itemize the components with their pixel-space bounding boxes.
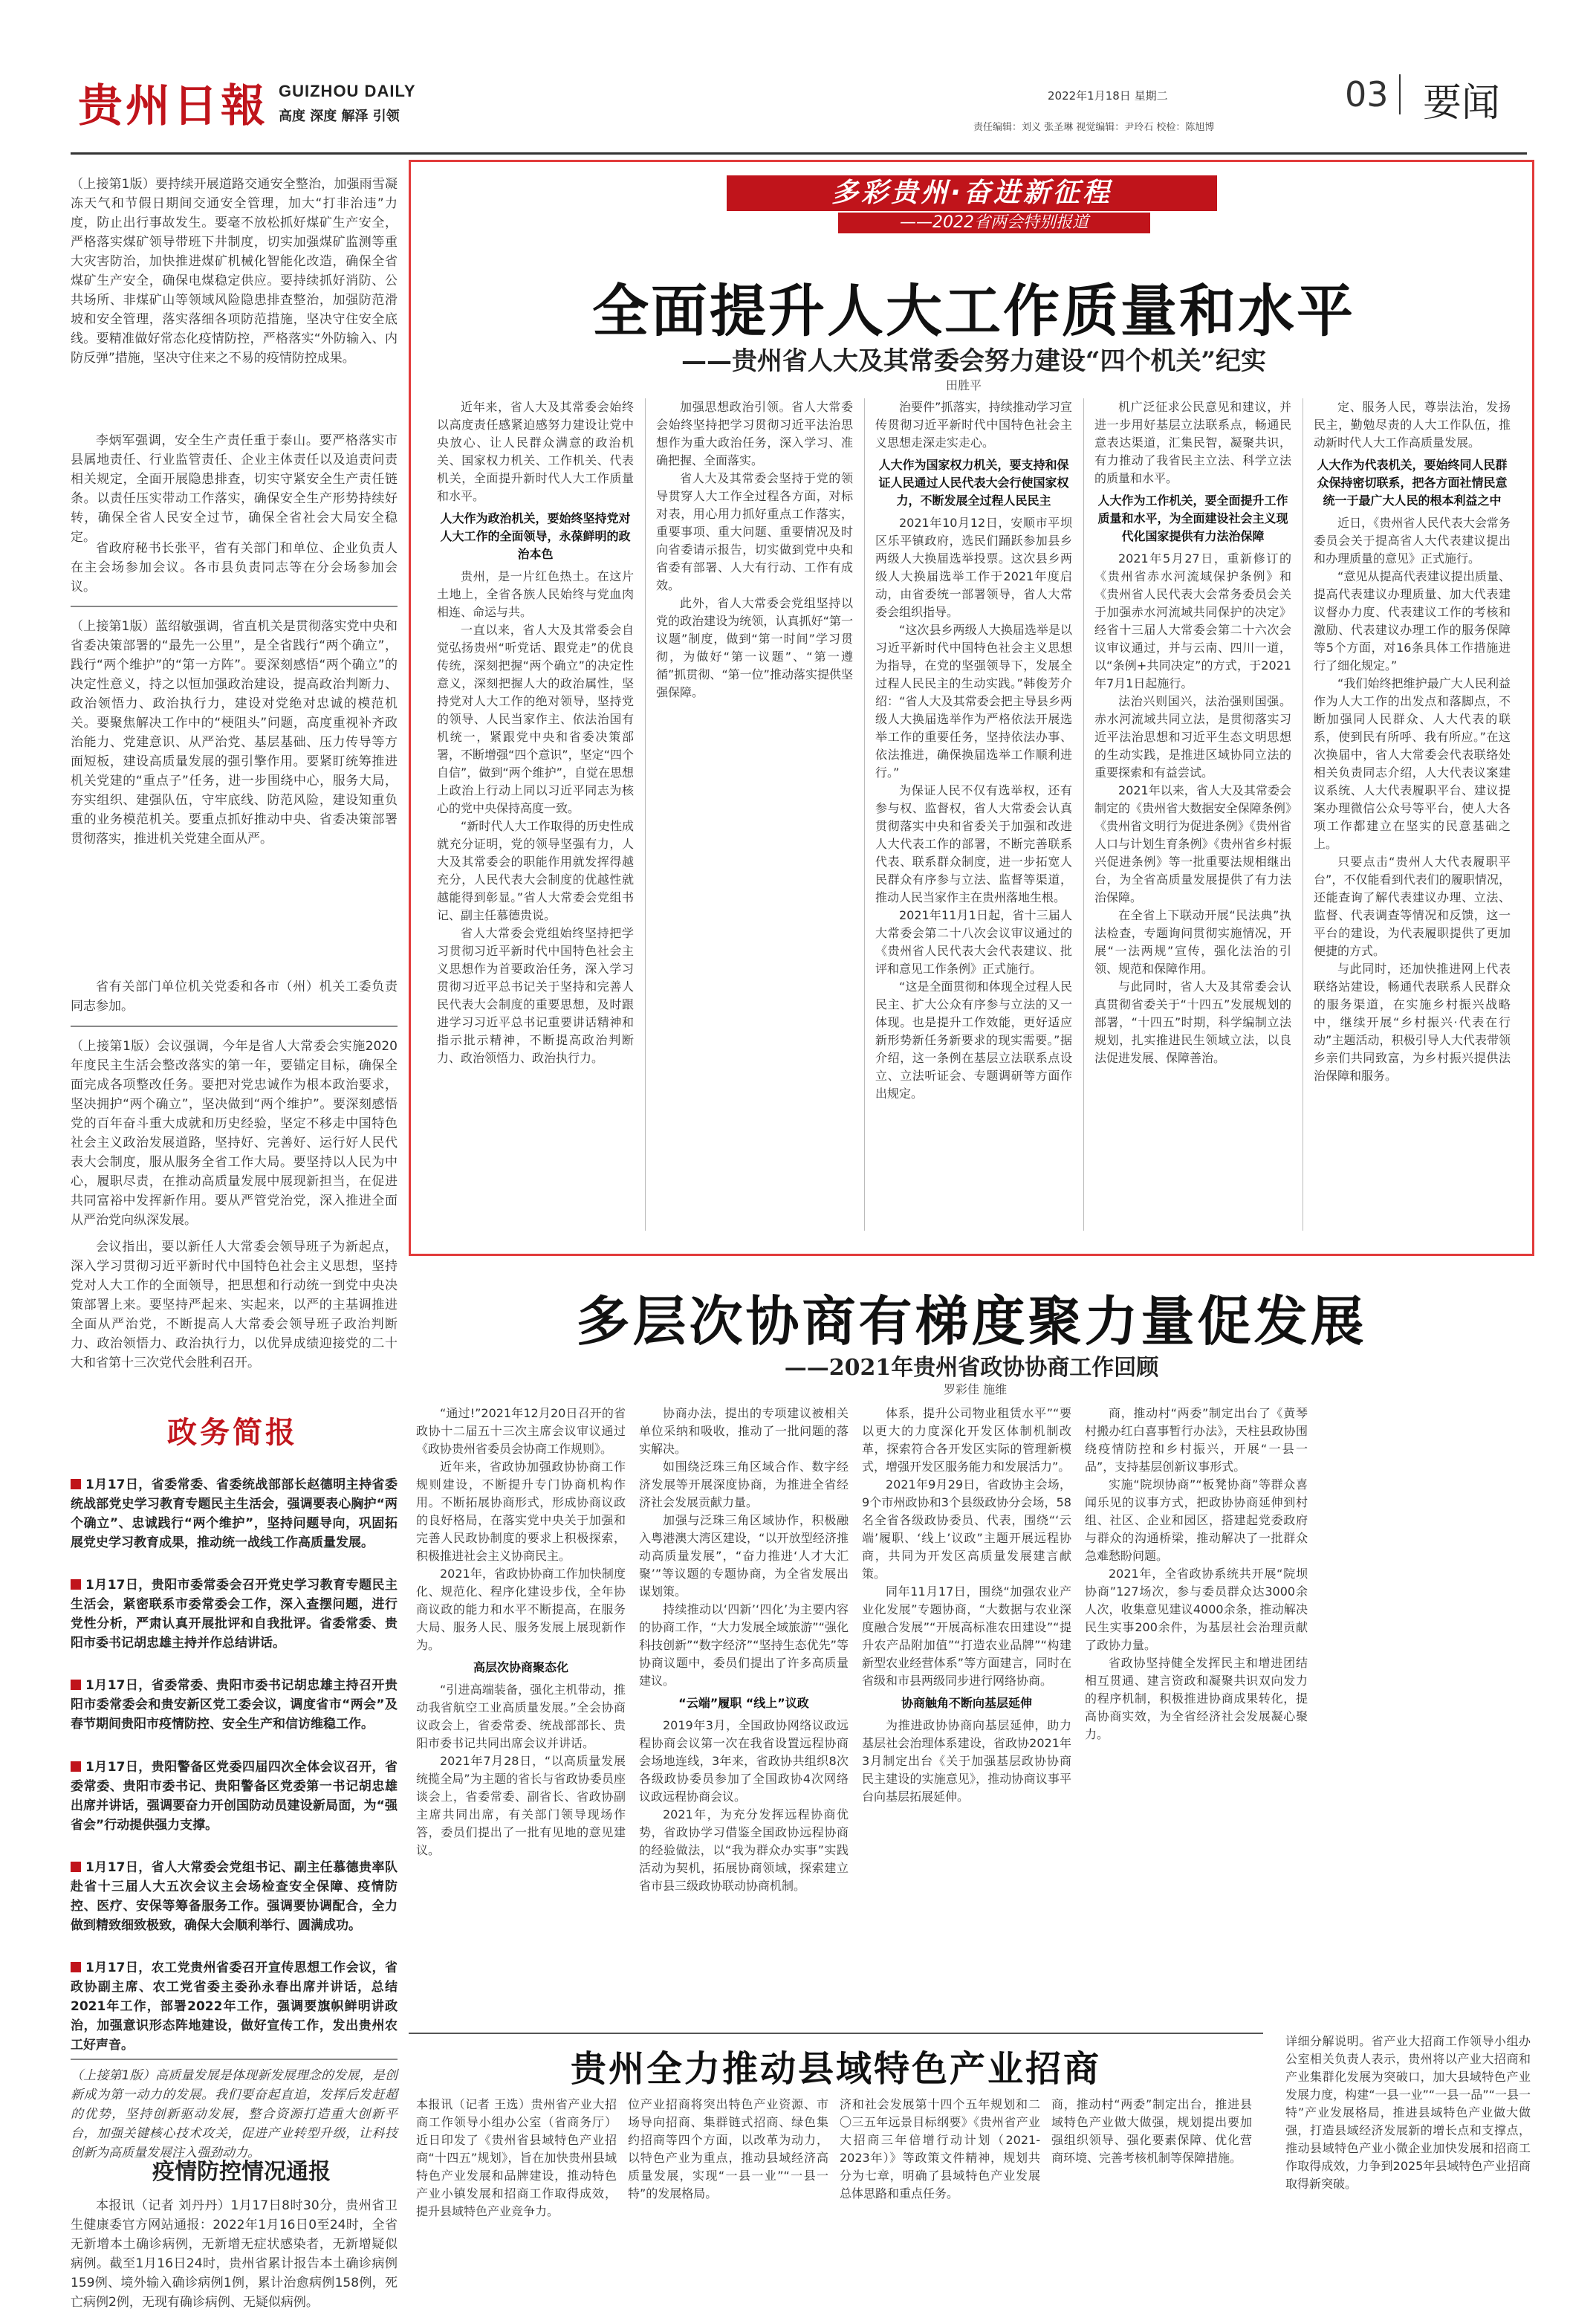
bullet-square-icon — [71, 1862, 81, 1872]
epidemic-title: 疫情防控情况通报 — [152, 2159, 331, 2185]
paragraph: 为保证人民不仅有选举权，还有参与权、监督权，省人大常委会认真贯彻落实中央和省委关于加强和改进人大代表工作的部署，不断完善联系代表、联系群众制度，进一步拓宽人民群众有序参与立法、监督等渠道，推动人民当家作主在贵州落地生根。 — [875, 783, 1072, 904]
continued-article-1c: 省政府秘书长张平，省有关部门和单位、企业负责人在主会场参加会议。各市县负责同志等在分会场参加会议。 — [71, 541, 398, 595]
paragraph: 贵州，是一片红色热土。在这片土地上，全省各族人民始终与党血肉相连、命运与共。 — [437, 569, 634, 619]
feature-column — [1094, 398, 1291, 1231]
paragraph: “这次县乡两级人大换届选举是以习近平新时代中国特色社会主义思想为指导，在党的坚强领导下，发展全过程人民民主的生动实践。”韩俊芳介绍：“省人大及其常委会把主导县乡两级人大换届选举作为严格依法开展选举工作的重要任务，坚持依法办事、依法推进，确保换届选举工作顺利进行。” — [875, 623, 1072, 780]
article3-columns — [416, 2096, 1263, 2252]
newspaper-logo: 贵州日報 — [78, 80, 268, 132]
paragraph: 2021年9月29日，省政协主会场，9个市州政协和3个县级政协分会场，58名全省各级政协委员、代表，围绕“‘云端’履职、‘线上’议政”主题开展远程协商，共同为开发区高质量发展建言献策。 — [862, 1477, 1071, 1581]
continued-article-4: （上接第1版）高质量发展是体现新发展理念的发展，是创新成为第一动力的发展。我们要奋起直追，发挥后发赶超的优势，坚持创新驱动发展，整合资源打造重大创新平台，加强关键核心技术攻关，促进产业转型升级，让科技创新为高质量发展注入强劲动力。 — [71, 2068, 398, 2160]
feature-column — [656, 398, 853, 1231]
paragraph: 实施“院坝协商”“板凳协商”等群众喜闻乐见的议事方式，把政协协商延伸到村组、社区、企业和园区，搭建起党委政府与群众的沟通桥梁，推动解决了一批群众急难愁盼问题。 — [1085, 1477, 1308, 1563]
section-subhead: 人大作为工作机关，要全面提升工作质量和水平，为全面建设社会主义现代化国家提供有力法治保障 — [1097, 493, 1288, 543]
column-divider — [645, 398, 646, 1231]
paragraph: “新时代人大工作取得的历史性成就充分证明，党的领导坚强有力，人大及其常委会的职能作用就发挥得越充分，人民代表大会制度的优越性就越能得到彰显。”省人大常委会党组书记、副主任慕德贵说。 — [437, 819, 634, 922]
brief-item: 1月17日，贵阳警备区党委四届四次全体会议召开，省委常委、贵阳市委书记、贵阳警备区党委第一书记胡忠雄出席并讲话，强调要奋力开创国防动员建设新局面，为“强省会”行动提供强力支撑。 — [71, 1760, 398, 1833]
paragraph: 2021年，全省政协系统共开展“院坝协商”127场次，参与委员群众达3000余人次，收集意见建议4000余条，推动解决民生实事200余件，为基层社会治理贡献了政协力量。 — [1085, 1567, 1308, 1652]
paragraph: 为推进政协协商向基层延伸，助力基层社会治理体系建设，省政协2021年3月制定出台《关于加强基层政协协商民主建设的实施意见》，推动协商议事平台向基层拓展延伸。 — [862, 1718, 1071, 1804]
date-line: 2022年1月18日 星期二 — [1048, 89, 1168, 103]
paragraph: 与此同时，省人大及其常委会认真贯彻省委关于“十四五”发展规划的部署，“十四五”时期，科学编制立法规划，扎实推进民生领域立法，以良法促进发展、保障善治。 — [1094, 979, 1291, 1065]
feature-article — [409, 160, 1534, 1256]
brief-item: 1月17日，农工党贵州省委召开宣传思想工作会议，省政协副主席、农工党省委主委孙永春出席并讲话，总结2021年工作，部署2022年工作，强调要旗帜鲜明讲政治，加强意识形态阵地建设，做好宣传工作，发出贵州农工好声音。 — [71, 1960, 398, 2053]
article3-side-column: 详细分解说明。省产业大招商工作领导小组办公室相关负责人表示，贵州将以产业大招商和产业集群化发展为突破口，加大县域特色产业发展力度，构建“一县一业”“一县一品”“一县一特”产业发展格局，推进县域特色产业做大做强，打造县域经济发展新的增长点和支撑点，推动县域特色产业小微企业加快发展和招商工作取得成效，力争到2025年县域特色产业招商取得新突破。 — [1285, 2034, 1531, 2191]
feature-byline: 田胜平 — [946, 378, 982, 392]
newspaper-english-name: GUIZHOU DAILY — [279, 82, 416, 100]
paragraph: 同年11月17日，围绕“加强农业产业化发展”专题协商，“大数据与农业深度融合发展”“开展高标准农田建设”“提升农产品附加值”“打造农业品牌”“构建新型农业经营体系”等方面建言，同时在省级和市县两级同步进行网络协商。 — [862, 1584, 1071, 1688]
continued-article-3: （上接第1版）会议强调，今年是省人大常委会实施2020年度民主生活会整改落实的第一年，要锚定目标，确保全面完成各项整改任务。要把对党忠诚作为根本政治要求，坚决拥护“两个确立”，坚决做到“两个维护”。要深刻感悟党的百年奋斗重大成就和历史经验，坚定不移走中国特色社会主义政治发展道路，坚持好、完善好、运行好人民代表大会制度，服从服务全省工作大局。要坚持以人民为中心，履职尽责，在推动高质量发展中展现新担当，在促进共同富裕中发挥新作用。要从严管党治党，深入推进全面从严治党向纵深发展。 — [71, 1039, 398, 1228]
section-subhead: 人大作为代表机关，要始终同人民群众保持密切联系，把各方面社情民意统一于最广大人民的根本利益之中 — [1317, 458, 1508, 508]
paragraph: 省政协坚持健全发挥民主和增进团结相互贯通、建言资政和凝聚共识双向发力的程序机制，积极推进协商成果转化，提高协商实效，为全省经济社会发展凝心聚力。 — [1085, 1656, 1308, 1741]
article2-headline: 多层次协商有梯度聚力量促发展 — [576, 1290, 1367, 1353]
continued-article-1b: 李炳军强调，安全生产责任重于泰山。要严格落实市县属地责任、行业监管责任、企业主体责任以及追责问责相关规定，全面开展隐患排查，切实守紧安全生产责任链条。以责任压实带动工作落实，确保安全生产形势持续好转，确保全省人民安全过节，确保全省社会大局安全稳定。 — [71, 433, 398, 545]
article2-column — [639, 1405, 849, 2014]
section-subhead: 高层次协商聚态化 — [473, 1660, 568, 1674]
newspaper-slogan: 高度 深度 解泽 引领 — [279, 109, 400, 124]
divider — [71, 2059, 398, 2060]
feature-column — [437, 398, 634, 1231]
paragraph: 近年来，省政协加强政协协商工作规则建设，不断提升专门协商机构作用。不断拓展协商形式，形成协商议政的良好格局，在落实党中央关于加强和完善人民政协制度的要求上积极探索，积极推进社会主义协商民主。 — [416, 1460, 626, 1563]
paragraph: 2021年5月27日，重新修订的《贵州省赤水河流域保护条例》和《贵州省人民代表大会常务委员会关于加强赤水河流域共同保护的决定》经省十三届人大常委会第二十六次会议审议通过，并与云南、四川一道，以“条例+共同决定”的方式，于2021年7月1日起施行。 — [1094, 551, 1291, 690]
paragraph: 省人大及其常委会坚持于党的领导贯穿人大工作全过程各方面，对标对表，用心用力抓好重点工作落实，重要事项、重大问题、重要情况及时向省委请示报告，切实做到党中央和省委有部署、人大有行动、工作有成效。 — [656, 471, 853, 592]
continued-article-3b: 会议指出，要以新任人大常委会领导班子为新起点，深入学习贯彻习近平新时代中国特色社会主义思想，坚持党对人大工作的全面领导，把思想和行动统一到党中央决策部署上来。要坚持严起来、实起来，以严的主基调推进全面从严治党，不断提高人大常委会领导班子政治判断力、政治领悟力、政治执行力，以优异成绩迎接党的二十大和省第十三次党代会胜利召开。 — [71, 1240, 398, 1370]
investment-article — [409, 2033, 1534, 2256]
epidemic-report: 本报讯（记者 刘丹丹）1月17日8时30分，贵州省卫生健康委官方网站通报：2022年1月16日0至24时，全省无新增本土确诊病例，无新增无症状感染者，无新增疑似病例。截至1月16日24时，贵州省累计报告本土确诊病例159例、境外输入确诊病例1例，累计治愈病例158例，死亡病例2例，无现有确诊病例、无疑似病例。 — [71, 2198, 398, 2310]
paragraph: “我们始终把维护最广大人民利益作为人大工作的出发点和落脚点，不断加强同人民群众、人大代表的联系，使到民有所呼、我有所应。”在这次换届中，省人大常委会代表联络处相关负责同志介绍，人大代表议案建议系统、人大代表履职平台、建议提案办理微信公众号等平台，使人大各项工作都建立在坚实的民意基础之上。 — [1314, 676, 1511, 851]
column-divider — [1083, 398, 1084, 1231]
masthead — [0, 0, 1596, 160]
paragraph: 近日，《贵州省人民代表大会常务委员会关于提高省人大代表建议提出和办理质量的意见》正式施行。 — [1314, 516, 1511, 566]
feature-columns — [437, 398, 1511, 1231]
paragraph: 持续推动以‘四新’‘四化’为主要内容的协商工作，“大力发展全域旅游”“强化科技创新”“数字经济”“坚持生态优先”等协商议题中，委员们提出了许多高质量建议。 — [639, 1602, 849, 1688]
paragraph: 如围绕泛珠三角区域合作、数字经济发展等开展深度协商，为推进全省经济社会发展贡献力量。 — [639, 1460, 849, 1509]
paragraph: 体系，提升公司物业租赁水平”“要以更大的力度深化开发区体制机制改革，探索符合各开发区实际的管理新模式，增强开发区服务能力和发展活力”。 — [862, 1406, 1071, 1474]
paragraph: 在全省上下联动开展“民法典”执法检查，专题询问贯彻实施情况，开展“一法两规”宣传，强化法治的引领、规范和保障作用。 — [1094, 908, 1291, 976]
column-divider — [864, 398, 865, 1231]
article2-column — [416, 1405, 626, 2014]
bullet-square-icon — [71, 1962, 81, 1972]
paragraph: 2019年3月，全国政协网络议政远程协商会议第一次在我省设置远程协商会场地连线，3年来，省政协共组织8次各级政协委员参加了全国政协4次网络议政远程协商会议。 — [639, 1718, 849, 1804]
paragraph: 2021年，为充分发挥远程协商优势，省政协学习借鉴全国政协远程协商的经验做法，以“我为群众办实事”实践活动为契机，拓展协商领域，探索建立省市县三级政协联动协商机制。 — [639, 1807, 849, 1893]
section-subhead: 人大作为国家权力机关，要支持和保证人民通过人民代表大会行使国家权力，不断发展全过程人民民主 — [878, 458, 1069, 508]
brief-item: 1月17日，省委常委、省委统战部部长赵德明主持省委统战部党史学习教育专题民主生活会，强调要表心胸护“两个确立”、忠诚践行“两个维护”，坚持问题导向，巩固拓展党史学习教育成果，推动统一战线工作高质量发展。 — [71, 1477, 398, 1550]
paragraph: 2021年以来，省人大及其常委会制定的《贵州省大数据安全保障条例》《贵州省文明行为促进条例》《贵州省人口与计划生育条例》《贵州省乡村振兴促进条例》等一批重要法规相继出台，为全省高质量发展提供了有力法治保障。 — [1094, 783, 1291, 904]
bullet-square-icon — [71, 1579, 81, 1590]
paragraph: “这是全面贯彻和体现全过程人民民主、扩大公众有序参与立法的又一体现。也是提升工作效能，更好适应新形势新任务新要求的现实需要。”据介绍，这一条例在基层立法联系点设立、立法听证会、专题调研等方面作出规定。 — [875, 979, 1072, 1101]
banner-sub: ——2022省两会特别报道 — [838, 213, 1150, 233]
brief-item: 1月17日，省人大常委会党组书记、副主任慕德贵率队赴省十三届人大五次会议主会场检查安全保障、疫情防控、医疗、安保等筹备服务工作。强调要协调配合，全力做到精致细致极致，确保大会顺利举行、圆满成功。 — [71, 1860, 398, 1933]
masthead-rule — [71, 152, 1527, 155]
bullet-square-icon — [71, 1479, 81, 1489]
article3-column: 位产业招商将突出特色产业资源、市场导向招商、集群链式招商、绿色集约招商等四个方面，以改革为动力，以特色产业为重点，推动县域经济高质量发展，实现“一县一业”“一县一特”的发展格局。 — [628, 2097, 828, 2201]
briefs-title: 政务简报 — [167, 1416, 298, 1450]
article3-column: 济和社会发展第十四个五年规划和二〇三五年远景目标纲要》《贵州省产业大招商三年倍增行动计划（2021-2023年）》等政策文件精神，规划共分为七章，明确了县域特色产业发展总体思路和重点任务。 — [840, 2097, 1040, 2201]
paragraph: 机广泛征求公民意见和建议，并进一步用好基层立法联系点，畅通民意表达渠道，汇集民智，凝聚共识，有力推动了我省民主立法、科学立法的质量和水平。 — [1094, 400, 1291, 485]
paragraph: 商，推动村“两委”制定出台了《黄琴村搬办红白喜事暂行办法》，天柱县政协围绕疫情防控和乡村振兴，开展“一县一品”，支持基层创新议事形式。 — [1085, 1406, 1308, 1474]
paragraph: 此外，省人大常委会党组坚持以党的政治建设为统领，认真抓好“第一议题”制度，做到“第一时间”学习贯彻，为做好“第一议题”、“第一遵循”抓贯彻、“第一位”推动落实提供坚强保障。 — [656, 596, 853, 699]
article2-column — [1085, 1405, 1308, 2014]
paragraph: 只要点击“贵州人大代表履职平台”，不仅能看到代表们的履职情况，还能查询了解代表建议办理、立法、监督、代表调查等情况和反馈，这一平台的建设，为代表履职提供了更加便捷的方式。 — [1314, 855, 1511, 958]
feature-column — [1314, 398, 1511, 1231]
paragraph: 2021年，省政协协商工作加快制度化、规范化、程序化建设步伐，全年协商议政的能力和水平不断提高，在服务大局、服务人民、服务发展上展现新作为。 — [416, 1567, 626, 1652]
cppcc-article — [409, 1267, 1534, 2021]
paragraph: 省人大常委会党组始终坚持把学习贯彻习近平新时代中国特色社会主义思想作为首要政治任务，深入学习贯彻习近平总书记关于坚持和完善人民代表大会制度的重要思想，及时跟进学习习近平总书记重要讲话精神和指示批示精神，不断提高政治判断力、政治领悟力、政治执行力。 — [437, 926, 634, 1065]
paragraph: 加强思想政治引领。省人大常委会始终坚持把学习贯彻习近平法治思想作为重大政治任务，深入学习、准确把握、全面落实。 — [656, 400, 853, 467]
paragraph: 一直以来，省人大及其常委会自觉弘扬贵州“听党话、跟党走”的优良传统，深刻把握“两个确立”的决定性意义，深刻把握人大的政治属性，坚持党对人大工作的绝对领导，坚持党的领导、人民当家作主、依法治国有机统一，紧跟党中央和省委决策部署，不断增强“四个意识”，坚定“四个自信”，做到“两个维护”，自觉在思想上政治上行动上同以习近平同志为核心的党中央保持高度一致。 — [437, 623, 634, 815]
paragraph: 协商办法，提出的专项建议被相关单位采纳和吸收，推动了一批问题的落实解决。 — [639, 1406, 849, 1456]
paragraph: “意见从提高代表建议提出质量、提高代表建议办理质量、加大代表建议督办力度、代表建议工作的考核和激励、代表建议办理工作的服务保障等5个方面，对16条具体工作措施进行了细化规定。” — [1314, 569, 1511, 673]
left-column — [71, 167, 398, 2310]
section-subhead: 人大作为政治机关，要始终坚持党对人大工作的全面领导，永葆鲜明的政治本色 — [440, 511, 631, 561]
section-name: 要闻 — [1423, 81, 1501, 126]
paragraph: “引进高端装备，强化主机带动，推动我省航空工业高质量发展。”全会协商议政会上，省委常委、统战部部长、贵阳市委书记共同出席会议并讲话。 — [416, 1683, 626, 1750]
paragraph: 与此同时，还加快推进网上代表联络站建设，畅通代表联系人民群众的服务渠道，在实施乡村振兴战略中，继续开展“乡村振兴·代表在行动”主题活动，积极引导人大代表带领乡亲们共同致富，为乡村振兴提供法治保障和服务。 — [1314, 962, 1511, 1083]
article2-column — [862, 1405, 1071, 2014]
continued-article-2: （上接第1版）蓝绍敏强调，省直机关是贯彻落实党中央和省委决策部署的“最先一公里”，是全省践行“两个确立”，践行“两个维护”的“第一方阵”。要深刻感悟“两个确立”的决定性意义，持之以恒加强政治建设，提高政治判断力、政治领悟力、政治执行力，建设对党绝对忠诚的模范机关。要聚焦解决工作中的“梗阻头”问题，高度重视补齐政治能力、党建意识、从严治党、基层基础、压力传导等方面短板，建设高质量发展的强引擎作用。要紧盯统筹推进机关党建的“重点子”任务，进一步围绕中心，服务大局，夯实组织、建强队伍，守牢底线、防范风险，建设知重负重的业务模范机关。要重点抓好推动中央、省委决策部署贯彻落实，推进机关党建全面从严。 — [71, 619, 398, 846]
article2-byline: 罗彩佳 施维 — [944, 1382, 1008, 1396]
paragraph: 法治兴则国兴，法治强则国强。赤水河流域共同立法，是贯彻落实习近平法治思想和习近平生态文明思想的生动实践，是推进区域协同立法的重要探索和有益尝试。 — [1094, 694, 1291, 780]
article2-columns — [416, 1405, 1531, 2014]
paragraph: 近年来，省人大及其常委会始终以高度责任感紧迫感努力建设让党中央放心、让人民群众满意的政治机关、国家权力机关、工作机关、代表机关，全面提升新时代人大工作质量和水平。 — [437, 400, 634, 503]
paragraph: 加强与泛珠三角区域协作，积极融入粤港澳大湾区建设，“以开放型经济推动高质量发展”，“奋力推进‘人才大汇聚’”等议题的专题协商，为全省发展出谋划策。 — [639, 1513, 849, 1599]
section-subhead: 协商触角不断向基层延伸 — [901, 1696, 1032, 1710]
banner-main: 多彩贵州·奋进新征程 — [727, 175, 1217, 211]
paragraph: 治要件”抓落实，持续推动学习宣传贯彻习近平新时代中国特色社会主义思想走深走实走心。 — [875, 400, 1072, 450]
feature-subheadline: ——贵州省人大及其常委会努力建设“四个机关”纪实 — [681, 346, 1267, 376]
special-report-banner — [727, 175, 1217, 233]
brief-item: 1月17日，贵阳市委常委会召开党史学习教育专题民主生活会，紧密联系市委常委会工作，深入查摆问题，进行党性分析，严肃认真开展批评和自我批评。省委常委、贵阳市委书记胡忠雄主持并作总结讲话。 — [71, 1578, 398, 1651]
divider — [409, 2033, 1263, 2034]
editors-line: 责任编辑：刘义 张圣琳 视觉编辑：尹玲石 校检：陈旭博 — [973, 122, 1215, 133]
feature-headline: 全面提升人大工作质量和水平 — [592, 278, 1355, 344]
continued-article-2b: 省有关部门单位机关党委和各市（州）机关工委负责同志参加。 — [71, 979, 398, 1014]
paragraph: 2021年11月1日起，省十三届人大常委会第二十八次会议审议通过的《贵州省人民代表大会代表建议、批评和意见工作条例》正式施行。 — [875, 908, 1072, 976]
paragraph: “通过!”2021年12月20日召开的省政协十二届五十三次主席会议审议通过《政协贵州省委员会协商工作规则》。 — [416, 1406, 626, 1456]
continued-article-1: （上接第1版）要持续开展道路交通安全整治，加强雨雪凝冻天气和节假日期间交通安全管理，加大“打非治违”力度，防止出行事故发生。要毫不放松抓好煤矿生产安全，严格落实煤矿领导带班下井制度，切实加强煤矿监测等重大灾害防治，加快推进煤矿机械化智能化改造，确保全省煤矿生产安全，确保电煤稳定供应。要持续抓好消防、公共场所、非煤矿山等领域风险隐患排查整治，加强防范滑坡和安全管理，落实落细各项防范措施，坚决守住安全底线。要精准做好常态化疫情防控，严格落实“外防输入、内防反弹”措施，坚决守住来之不易的疫情防控成果。 — [71, 177, 398, 366]
article3-column: 本报讯（记者 王选）贵州省产业大招商工作领导小组办公室（省商务厅）近日印发了《贵州省县域特色产业招商“十四五”规划》，旨在加快贵州县域特色产业发展和品牌建设，推动特色产业小镇发展和招商工作取得成效，提升县域特色产业竞争力。 — [416, 2097, 617, 2218]
page-number: 03 — [1345, 74, 1401, 114]
article3-column: 商，推动村“两委”制定出台，推进县域特色产业做大做强，规划提出要加强组织领导、强化要素保障、优化营商环境、完善考核机制等保障措施。 — [1051, 2097, 1252, 2165]
bullet-square-icon — [71, 1761, 81, 1772]
paragraph: 2021年10月12日，安顺市平坝区乐平镇政府，选民们踊跃参加县乡两级人大换届选举投票。这次县乡两级人大换届选举工作于2021年度启动，由省委统一部署领导，省人大常委会组织指导。 — [875, 516, 1072, 619]
paragraph: 定、服务人民，尊崇法治，发扬民主，勤勉尽责的人大工作队伍，推动新时代人大工作高质量发展。 — [1314, 400, 1511, 450]
divider — [71, 1026, 398, 1027]
brief-item: 1月17日，省委常委、贵阳市委书记胡忠雄主持召开贵阳市委常委会和贵安新区党工委会议，调度省市“两会”及春节期间贵阳市疫情防控、安全生产和信访维稳工作。 — [71, 1678, 398, 1732]
paragraph: 2021年7月28日，“以高质量发展统揽全局”为主题的省长与省政协委员座谈会上，省委常委、副省长、省政协副主席共同出席，有关部门领导现场作答，委员们提出了一批有见地的意见建议。 — [416, 1754, 626, 1857]
section-subhead: “云端”履职 “线上”议政 — [678, 1696, 809, 1710]
divider — [71, 606, 398, 607]
article2-subheadline: ——2021年贵州省政协协商工作回顾 — [784, 1355, 1159, 1381]
feature-column — [875, 398, 1072, 1231]
article3-headline: 贵州全力推动县域特色产业招商 — [570, 2048, 1101, 2090]
bullet-square-icon — [71, 1680, 81, 1690]
